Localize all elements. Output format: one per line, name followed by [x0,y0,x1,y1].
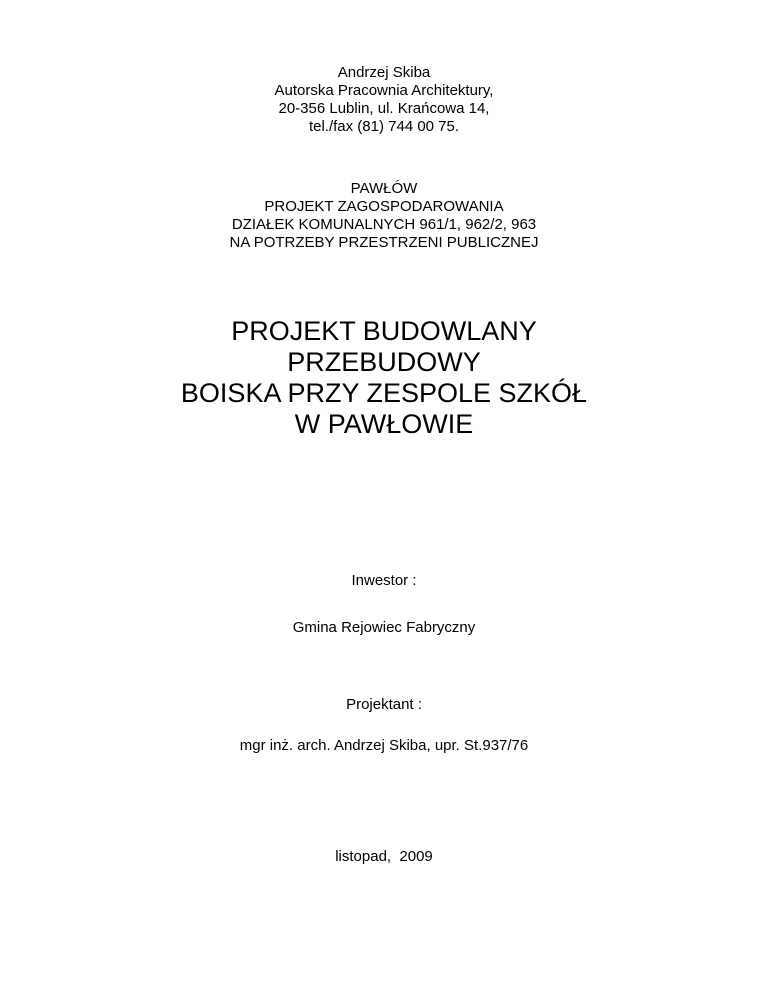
investor-value: Gmina Rejowiec Fabryczny [292,619,476,636]
designer-value: mgr inż. arch. Andrzej Skiba, upr. St.937/76 [239,737,529,754]
scope-line-3: NA POTRZEBY PRZESTRZENI PUBLICZNEJ [229,234,539,251]
designer-label: Projektant : [346,696,422,713]
project-scope [0,180,768,252]
main-title-line-3: BOISKA PRZY ZESPOLE SZKÓŁ [180,378,588,408]
main-title-line-1: PROJEKT BUDOWLANY [231,316,537,346]
main-title-line-2: PRZEBUDOWY [287,347,481,377]
main-title [0,316,768,440]
author-name: Andrzej Skiba [337,64,431,81]
author-studio: Autorska Pracownia Architektury, [274,82,494,99]
scope-line-1: PROJEKT ZAGOSPODAROWANIA [264,198,504,215]
scope-line-2: DZIAŁEK KOMUNALNYCH 961/1, 962/2, 963 [231,216,537,233]
main-title-line-4: W PAWŁOWIE [294,409,474,439]
scope-location: PAWŁÓW [350,180,418,197]
author-header [0,64,768,136]
investor-label: Inwestor : [351,572,417,589]
author-address: 20-356 Lublin, ul. Krańcowa 14, [278,100,490,117]
document-date: listopad, 2009 [335,848,433,865]
author-phone: tel./fax (81) 744 00 75. [308,118,460,135]
